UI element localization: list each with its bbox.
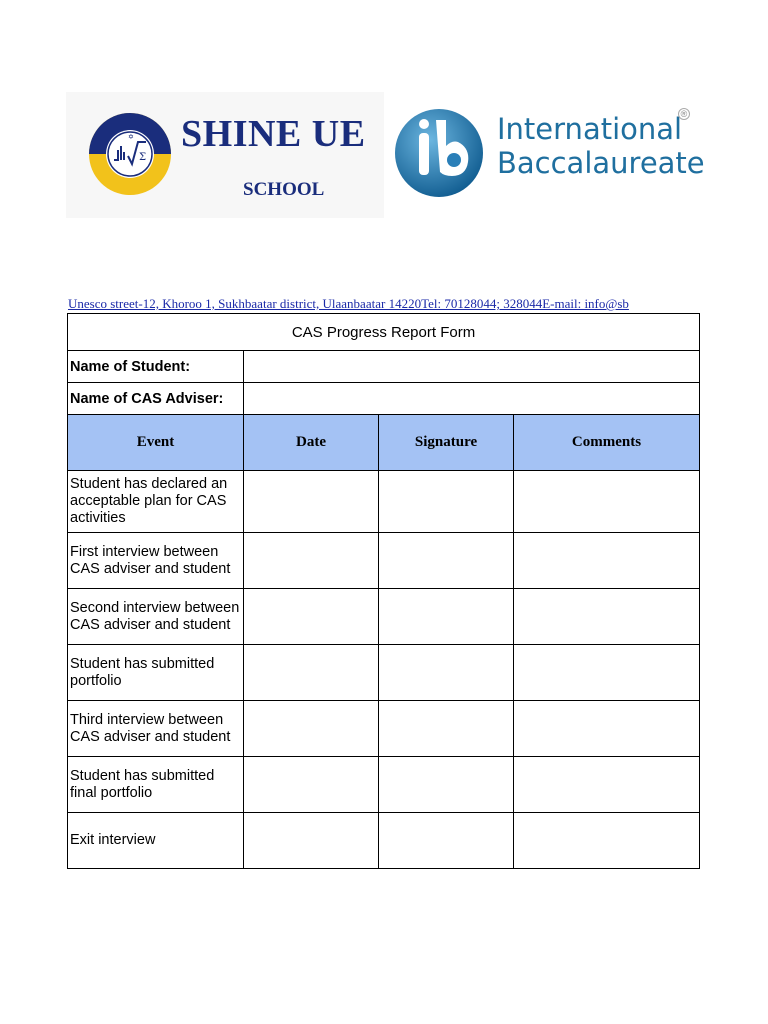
school-subtitle: SCHOOL [243, 179, 325, 200]
date-cell[interactable] [244, 533, 379, 589]
letterhead [66, 92, 705, 218]
table-row [68, 589, 700, 645]
name-of-adviser-label: Name of CAS Adviser: [68, 383, 244, 415]
signature-cell[interactable] [379, 701, 514, 757]
date-cell[interactable] [244, 701, 379, 757]
ib-line-1: International [497, 112, 683, 146]
signature-cell[interactable] [379, 471, 514, 533]
name-of-student-label: Name of Student: [68, 351, 244, 383]
event-cell: First interview between CAS adviser and student [68, 533, 244, 589]
signature-cell[interactable] [379, 533, 514, 589]
date-cell[interactable] [244, 757, 379, 813]
event-cell: Third interview between CAS adviser and student [68, 701, 244, 757]
event-cell: Student has submitted final portfolio [68, 757, 244, 813]
cas-progress-table [67, 313, 700, 869]
name-of-adviser-field[interactable] [244, 383, 700, 415]
ib-line-2: Baccalaureate [497, 146, 705, 180]
comments-cell[interactable] [514, 533, 700, 589]
form-title: CAS Progress Report Form [68, 314, 700, 351]
school-address-link[interactable]: Unesco street-12, Khoroo 1, Sukhbaatar district, Ulaanbaatar 14220Tel: 70128044; 328044E-mail: info@sb [68, 296, 629, 311]
ib-logo [384, 92, 705, 218]
svg-text:✡: ✡ [128, 134, 134, 141]
table-row [68, 533, 700, 589]
event-cell: Student has submitted portfolio [68, 645, 244, 701]
name-of-student-field[interactable] [244, 351, 700, 383]
date-cell[interactable] [244, 589, 379, 645]
comments-cell[interactable] [514, 813, 700, 869]
date-cell[interactable] [244, 813, 379, 869]
svg-text:Σ: Σ [139, 152, 147, 163]
table-row [68, 757, 700, 813]
event-cell: Student has declared an acceptable plan for CAS activities [68, 471, 244, 533]
event-cell: Exit interview [68, 813, 244, 869]
school-seal-icon [88, 112, 172, 196]
comments-cell[interactable] [514, 701, 700, 757]
table-row [68, 813, 700, 869]
date-cell[interactable] [244, 471, 379, 533]
signature-cell[interactable] [379, 757, 514, 813]
school-name: SHINE UE [181, 113, 366, 155]
comments-cell[interactable] [514, 471, 700, 533]
date-cell[interactable] [244, 645, 379, 701]
column-header-comments: Comments [514, 415, 700, 471]
ib-wordmark [497, 112, 705, 180]
comments-cell[interactable] [514, 757, 700, 813]
table-row [68, 701, 700, 757]
table-row [68, 471, 700, 533]
event-cell: Second interview between CAS adviser and student [68, 589, 244, 645]
comments-cell[interactable] [514, 589, 700, 645]
ib-badge-icon [394, 106, 484, 200]
column-header-date: Date [244, 415, 379, 471]
school-logo [66, 92, 384, 218]
column-header-signature: Signature [379, 415, 514, 471]
column-header-event: Event [68, 415, 244, 471]
signature-cell[interactable] [379, 589, 514, 645]
signature-cell[interactable] [379, 813, 514, 869]
comments-cell[interactable] [514, 645, 700, 701]
signature-cell[interactable] [379, 645, 514, 701]
registered-mark: ® [678, 108, 690, 120]
table-row [68, 645, 700, 701]
